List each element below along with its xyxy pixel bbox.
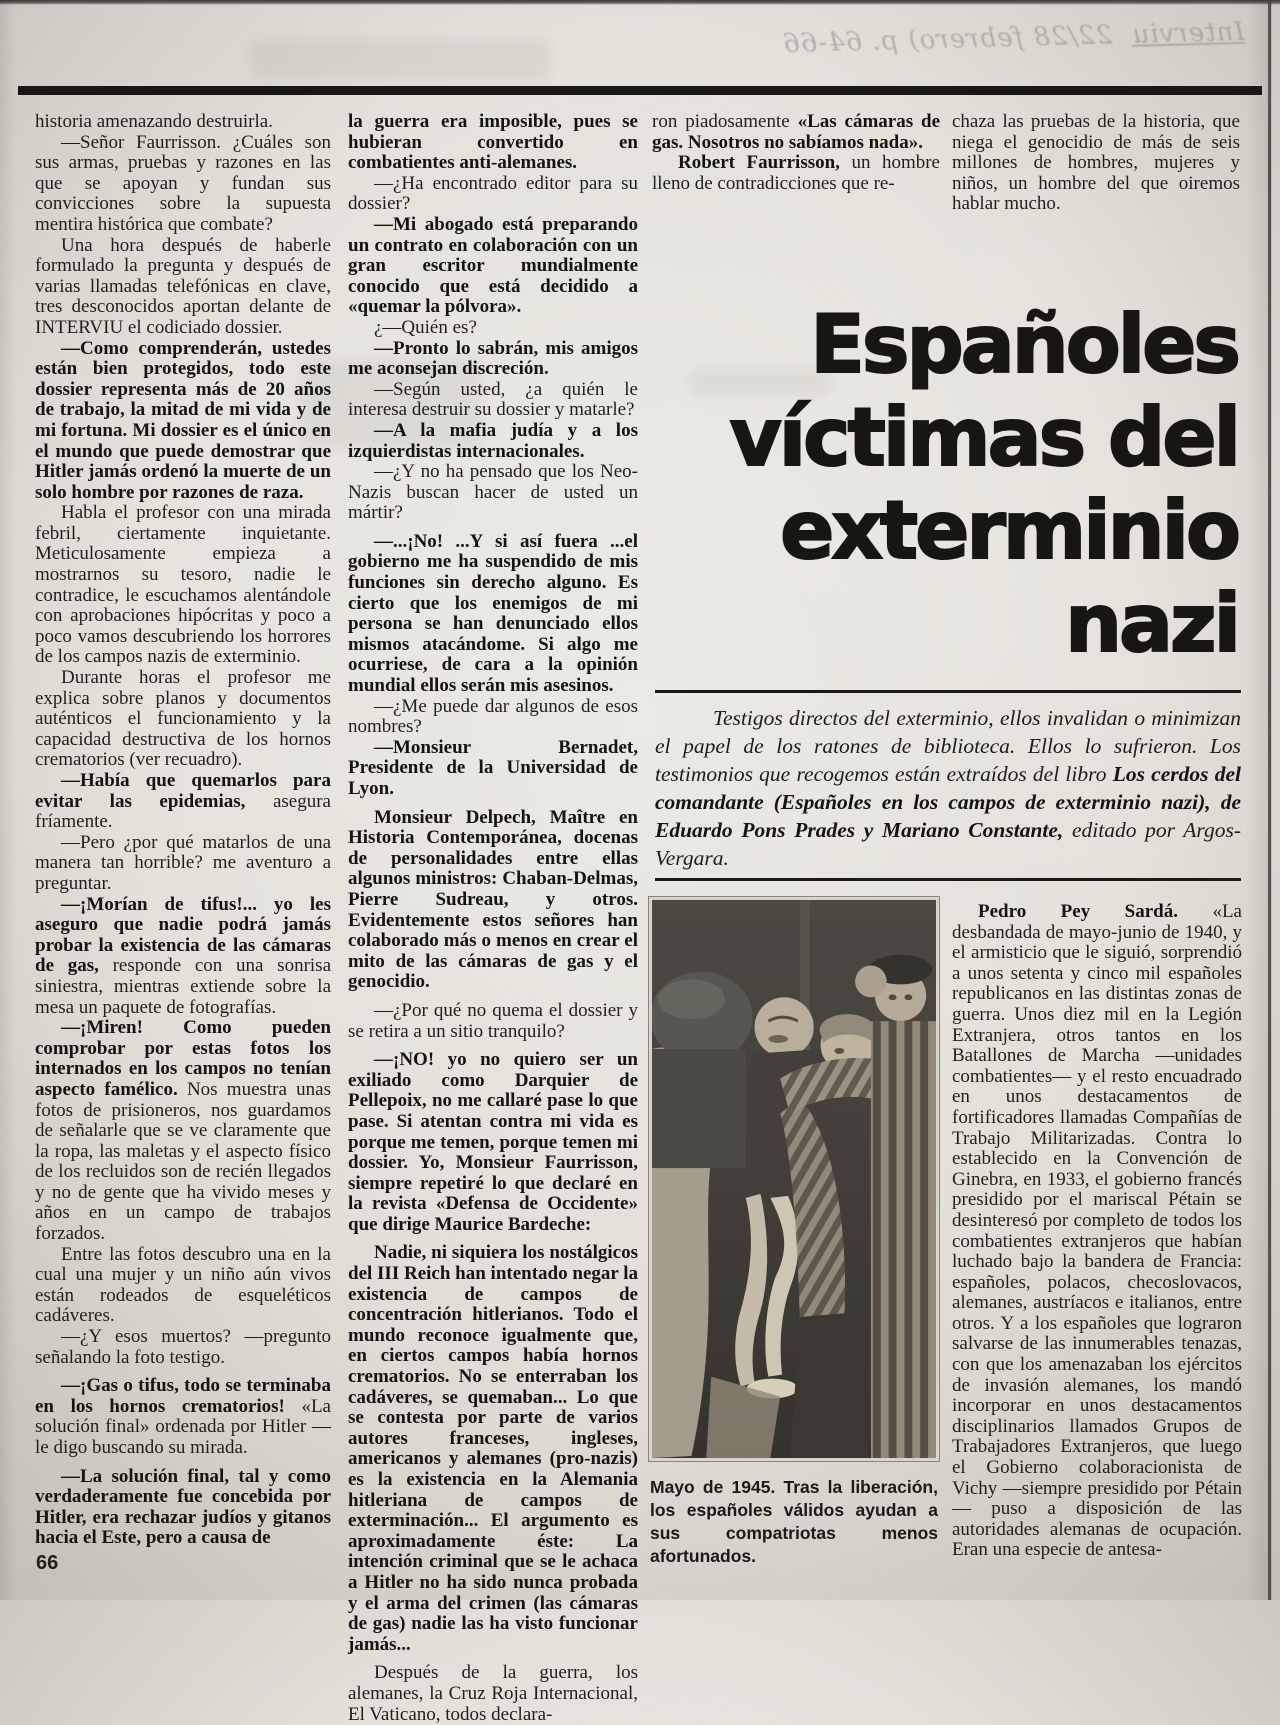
ghost-print-smudge xyxy=(250,40,550,80)
paragraph xyxy=(35,1018,331,1245)
text-run: Habla el profesor con una mirada febril, ciertamente inquietante. Meticulosamente empieza a mostrarnos su tesoro, nadie le contradice, le escuchamos alentándole con aprobaciones hipócritas y poco a poco vamos descubriendo los horrores de los campos nazis de exterminio. xyxy=(35,502,331,668)
scan-left-shade xyxy=(0,0,16,1600)
page-fold-line xyxy=(1268,0,1271,1600)
bold-text-run: —...¡No! ...Y si así fuera ...el gobierno me ha suspendido de mis funciones sin derecho alguno. Es cierto que los enemigos de mi persona se han denunciado ellos mismos atacándome. Si algo me ocurriese, de cara a la opinión mundial ellos serán mis asesinos. xyxy=(348,530,638,697)
text-run: —Señor Faurrisson. ¿Cuáles son sus armas, pruebas y razones en las que se apoyan y fundan sus convicciones sobre la supuesta mentira histórica que combate? xyxy=(35,131,331,235)
paragraph xyxy=(348,318,638,339)
text-run: Nos muestra unas fotos de prisioneros, nos guardamos de señalarle que se ve claramente que la ropa, las maletas y el aspecto físico de los recluidos son de recién llegados y no de gente que ha vivido meses y años en un campo de trabajos forzados. xyxy=(35,1078,332,1245)
headline-line: Españoles xyxy=(810,298,1238,391)
text-run: un hombre lleno de contradicciones que re- xyxy=(652,152,940,194)
bold-text-run: Nadie, ni siquiera los nostálgicos del III Reich han intentado negar la existencia de campos de concentración hitlerianos. Todo el mundo reconoce igualmente que, en ciertos campos había hornos crematorios. No se enterraban los cadáveres, se quemaban... Lo que se contesta por parte de varios autores franceses, ingleses, americanos y alemanes (pro-nazis) es la existencia en la Alemania hitleriana de campos de exterminación... El argumento es aproximadamente éste: La intención criminal que se le achaca a Hitler no ha sido nunca probada y el arma del crimen (las cámaras de gas) nadie las ha visto funcionar jamás... xyxy=(348,1242,638,1655)
standfirst xyxy=(655,704,1241,872)
bold-text-run: —¡Miren! Como pueden comprobar por estas fotos los internados en los campos no tenían aspecto famélico. xyxy=(35,1017,331,1100)
text-column-4-bottom xyxy=(952,902,1242,1562)
bold-text-run: «Las cámaras de gas. Nosotros no sabíamos nada». xyxy=(652,111,941,153)
paragraph xyxy=(348,738,638,800)
standfirst-run: editado por Argos-Vergara. xyxy=(655,818,1241,870)
bold-text-run: —La solución final, tal y como verdaderamente fue concebida por Hitler, era rechazar judíos y gitanos hacia el Este, pero a causa de xyxy=(35,1465,331,1549)
headline-line: exterminio xyxy=(780,484,1238,577)
text-run: —¿Ha encontrado editor para su dossier? xyxy=(348,172,638,215)
text-run: Entre las fotos descubro una en la cual una mujer y un niño aún vivos están rodeados de esqueléticos cadáveres. xyxy=(35,1243,331,1327)
text-run: «La desbandada de mayo-junio de 1940, y el armisticio que le siguió, sorprendió a unos setenta y cinco mil españoles republicanos en las distintas zonas de guerra. Unos diez mil en la Legión Extranjera, otros tantos en los Batallones de Marcha —unidades combatientes— y el resto encuadrado en unos destacamentos de fortificadores llamadas Compañías de Trabajo Militarizadas. Contra lo establecido en la Convención de Ginebra, en 1933, el gobierno francés presidido por el mariscal Pétain se desinteresó por completo de todos los combatientes extranjeros que habían luchado bajo la bandera de Francia: españoles, polacos, checoslovacos, alemanes, austríacos e italianos, entre otros. Y a los españoles que lograron salvarse de las innumerables tenazas, con que los amenazaban los ejércitos de invasión alemanes, los mandó incorporar en unos destacamentos disciplinarios llamados Grupos de Trabajadores Extranjeros, que luego el Gobierno colaboracionista de Vichy —siempre presidido por Pétain— puso a disposición de las autoridades alemanas de ocupación. Eran una especie de antesa- xyxy=(952,901,1242,1561)
paragraph xyxy=(348,380,638,421)
paragraph xyxy=(652,153,940,194)
paragraph xyxy=(348,1001,638,1042)
paragraph xyxy=(652,112,940,153)
paragraph xyxy=(35,503,331,668)
bold-text-run: —¡NO! yo no quiero ser un exiliado como Darquier de Pellepoix, no me callaré pase lo que pase. Si atentan contra mi vida es porque me temen, porque temen mi dossier. Yo, Monsieur Faurrisson, siempre repetiré lo que declaré en la revista «Defensa de Occidente» que dirige Maurice Bardeche: xyxy=(348,1049,638,1235)
text-run: Después de la guerra, los alemanes, la Cruz Roja Internacional, El Vaticano, todos declara- xyxy=(348,1662,638,1725)
paragraph xyxy=(952,112,1240,215)
paragraph xyxy=(35,133,331,236)
paragraph xyxy=(348,808,638,993)
paragraph xyxy=(35,1245,331,1327)
handwritten-annotation xyxy=(699,17,1245,83)
paragraph xyxy=(35,668,331,771)
text-run: Durante horas el profesor me explica sobre planos y documentos auténticos el funcionamiento y la capacidad destructiva de los hornos crematorios (ver recuadro). xyxy=(35,667,331,771)
paragraph xyxy=(35,1376,331,1458)
handwritten-magazine-name: Interviu xyxy=(1131,16,1246,50)
article-headline xyxy=(630,298,1238,670)
paragraph xyxy=(35,771,331,833)
bold-text-run: la guerra era imposible, pues se hubieran convertido en combatientes anti-alemanes. xyxy=(348,111,638,174)
paragraph xyxy=(35,339,331,504)
text-run: ¿—Quién es? xyxy=(374,316,477,338)
paragraph xyxy=(35,112,331,133)
text-run: «La solución final» ordenada por Hitler —le digo buscando su mirada. xyxy=(35,1395,331,1458)
paragraph xyxy=(348,421,638,462)
paragraph xyxy=(348,1243,638,1655)
bold-text-run: —Pronto lo sabrán, mis amigos me aconsejan discreción. xyxy=(348,337,638,380)
paragraph xyxy=(35,1327,331,1368)
standfirst-rule-bottom xyxy=(655,878,1241,881)
standfirst-rule-top xyxy=(655,690,1241,693)
headline-line: nazi xyxy=(1065,577,1238,670)
text-run: asegura fríamente. xyxy=(35,790,331,833)
photo-caption: Mayo de 1945. Tras la liberación, los españoles válidos ayudan a sus compatriotas menos afortunados. xyxy=(650,1477,938,1566)
bold-text-run: —¡Gas o tifus, todo se terminaba en los hornos crematorios! xyxy=(35,1375,331,1417)
paragraph xyxy=(35,833,331,895)
text-run: —Pero ¿por qué matarlos de una manera tan horrible? me aventuro a preguntar. xyxy=(35,831,331,894)
text-run: Una hora después de haberle formulado la pregunta y después de varias llamadas telefónicas en clave, tres desconocidos aportan delante de INTERVIU el codiciado dossier. xyxy=(35,234,331,338)
paragraph xyxy=(35,895,331,1019)
text-run: responde con una sonrisa siniestra, mientras extiende sobre la mesa un paquete de fotografías. xyxy=(35,955,331,1018)
paragraph xyxy=(348,532,638,697)
text-column-4-top xyxy=(952,112,1240,262)
paragraph xyxy=(348,697,638,738)
bold-text-run: —A la mafia judía y a los izquierdistas internacionales. xyxy=(348,419,638,462)
photo-illustration xyxy=(652,900,936,1458)
bold-text-run: Monsieur Delpech, Maître en Historia Contemporánea, docenas de personalidades entre ellas algunos ministros: Chaban-Delmas, Pierre Sudreau, y otros. Evidentemente estos señores han colaborado más o menos en crear el mito de las cámaras de gas y el genocidio. xyxy=(348,806,638,993)
standfirst-run: Testigos directos del exterminio, ellos invalidan o minimizan el papel de los ratones de biblioteca. Ellos lo sufrieron. Los testimonios que recogemos están extraídos del libro xyxy=(655,706,1241,786)
photo-camp-survivors xyxy=(648,896,940,1462)
paragraph xyxy=(952,902,1242,1561)
text-run: —¿Por qué no quema el dossier y se retira a un sitio tranquilo? xyxy=(348,999,638,1042)
handwritten-date-pages: 22/28 febrero) p. 64-66 xyxy=(781,20,1113,59)
paragraph xyxy=(35,236,331,339)
bold-text-run: Robert Faurrisson, xyxy=(678,152,840,174)
paragraph xyxy=(35,1467,331,1549)
standfirst-text xyxy=(655,706,1241,870)
text-run: —¿Y esos muertos? —pregunto señalando la foto testigo. xyxy=(35,1326,331,1368)
text-run: ron piadosamente xyxy=(652,111,798,132)
text-run: —¿Y no ha pensado que los Neo-Nazis buscan hacer de usted un mártir? xyxy=(348,461,638,524)
bold-text-run: —Como comprenderán, ustedes están bien protegidos, todo este dossier representa más de 20 años de trabajo, la mitad de mi vida y de mi fortuna. Mi dossier es el único en el mundo que puede demostrar que Hitler jamás ordenó la muerte de un solo hombre por razones de raza. xyxy=(35,337,331,503)
page-number: 66 xyxy=(36,1552,59,1574)
bold-text-run: —Mi abogado está preparando un contrato en colaboración con un gran escritor mundialmente conocido que está decidido a «quemar la pólvora». xyxy=(348,213,638,318)
text-run: chaza las pruebas de la historia, que niega el genocidio de más de seis millones de hombres, mujeres y niños, un hombre del que oiremos hablar mucho. xyxy=(952,111,1240,215)
paragraph xyxy=(348,462,638,524)
paragraph xyxy=(348,339,638,380)
text-run: historia amenazando destruirla. xyxy=(35,111,273,132)
paragraph xyxy=(348,215,638,318)
paragraph xyxy=(348,1663,638,1725)
paragraph xyxy=(348,174,638,215)
bold-text-run: Pedro Pey Sardá. xyxy=(978,901,1213,922)
text-run: —Según usted, ¿a quién le interesa destruir su dossier y matarle? xyxy=(348,378,638,421)
paragraph xyxy=(348,112,638,174)
bold-text-run: —¡Morían de tifus!... yo les aseguro que nadie podrá jamás probar la existencia de las cámaras de gas, xyxy=(35,893,331,977)
text-column-1 xyxy=(35,112,331,1562)
bold-text-run: —Monsieur Bernadet, Presidente de la Universidad de Lyon. xyxy=(348,736,638,799)
text-run: —¿Me puede dar algunos de esos nombres? xyxy=(348,695,638,738)
paragraph xyxy=(348,1050,638,1235)
scan-top-edge xyxy=(0,0,1280,5)
text-column-2 xyxy=(348,111,638,1725)
standfirst-book-title: Los cerdos del comandante (Españoles en los campos de exterminio nazi), de Eduardo Pons Prades y Mariano Constante, xyxy=(655,762,1241,842)
bold-text-run: —Había que quemarlos para evitar las epidemias, xyxy=(35,770,331,812)
top-rule xyxy=(18,86,1262,95)
text-column-3-top xyxy=(652,112,940,242)
headline-line: víctimas del xyxy=(729,391,1238,484)
